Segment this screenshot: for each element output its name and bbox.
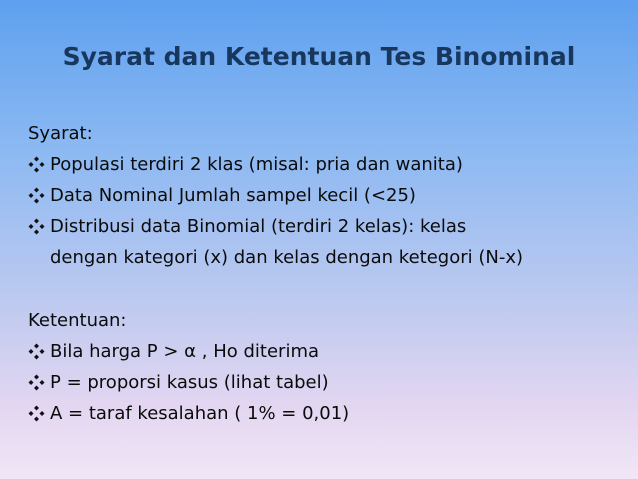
syarat-item-text: Populasi terdiri 2 klas (misal: pria dan wanita) (50, 154, 463, 175)
ketentuan-item-text: A = taraf kesalahan ( 1% = 0,01) (50, 403, 350, 424)
section-gap (28, 273, 628, 305)
syarat-item-line: dengan kategori (x) dan kelas dengan ketegori (N-x) (50, 247, 524, 268)
ketentuan-item (28, 398, 628, 429)
ketentuan-item (28, 367, 628, 398)
syarat-item-text: Data Nominal Jumlah sampel kecil (<25) (50, 185, 416, 206)
four-diamond-bullet-icon (28, 398, 50, 429)
ketentuan-item-text: Bila harga P > α , Ho diterima (50, 341, 320, 362)
four-diamond-bullet-icon (28, 211, 50, 242)
syarat-item (28, 149, 628, 180)
ketentuan-item (28, 336, 628, 367)
slide-title: Syarat dan Ketentuan Tes Binominal (62, 42, 576, 71)
syarat-item-line: Distribusi data Binomial (terdiri 2 kelas): kelas (50, 216, 467, 237)
slide-content (28, 118, 628, 429)
syarat-item-text (50, 211, 523, 273)
syarat-item (28, 211, 628, 273)
four-diamond-bullet-icon (28, 336, 50, 367)
ketentuan-heading: Ketentuan: (28, 310, 127, 331)
four-diamond-bullet-icon (28, 367, 50, 398)
four-diamond-bullet-icon (28, 149, 50, 180)
syarat-item (28, 180, 628, 211)
syarat-heading: Syarat: (28, 123, 93, 144)
ketentuan-item-text: P = proporsi kasus (lihat tabel) (50, 372, 329, 393)
four-diamond-bullet-icon (28, 180, 50, 211)
